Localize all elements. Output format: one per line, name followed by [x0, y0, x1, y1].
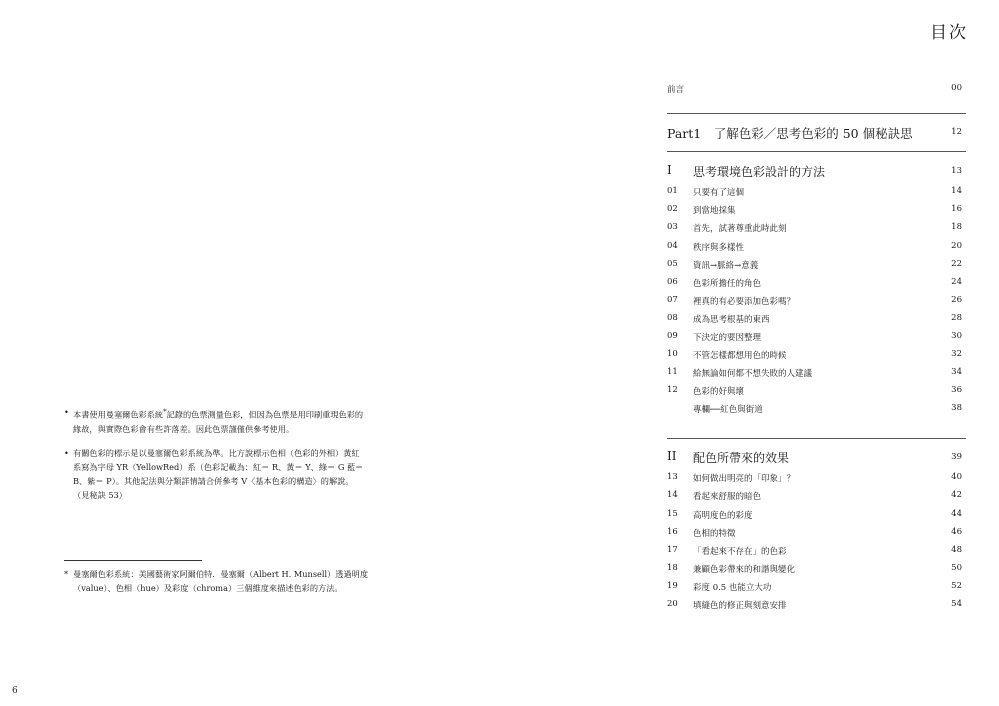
- toc-num: 09: [667, 331, 678, 341]
- toc-num: 07: [667, 295, 678, 305]
- toc-num: 10: [667, 349, 678, 359]
- toc-label: 填縫色的修正與刻意安排: [693, 601, 787, 611]
- toc-page: 39: [951, 452, 962, 462]
- toc-page: 38: [951, 403, 962, 413]
- note-color-system: [64, 405, 364, 436]
- toc-item[interactable]: [667, 385, 964, 399]
- toc-page: 26: [951, 295, 962, 305]
- toc-page: 18: [951, 222, 962, 232]
- toc-page: 32: [951, 349, 962, 359]
- page-title: 目次: [930, 23, 968, 43]
- toc-label: 到當地採集: [693, 206, 736, 216]
- toc-item[interactable]: [667, 490, 964, 504]
- toc-item[interactable]: [667, 527, 964, 541]
- toc-label: 配色所帶來的效果: [693, 451, 790, 465]
- note-text: 有關色彩的標示是以曼塞爾色彩系統為準。比方說標示色相（色彩的外相）黃紅系寫為字母 YR（YellowRed）系（色彩記載為：紅＝ R、黃＝ Y、綠＝ G 藍＝ B、紫＝ P）。其他記法與分類詳情請合併參考 V〈基本色彩的構造〉的解說。（見秘訣 53）: [73, 448, 364, 500]
- toc-item-column[interactable]: [667, 403, 964, 417]
- toc-num: 01: [667, 186, 678, 196]
- toc-label: 秩序與多樣性: [693, 243, 745, 253]
- toc-item[interactable]: [667, 472, 964, 486]
- table-of-contents: [667, 0, 964, 706]
- toc-page: 14: [951, 186, 962, 196]
- toc-item[interactable]: [667, 349, 964, 363]
- toc-page: 20: [951, 241, 962, 251]
- toc-page: 34: [951, 367, 962, 377]
- toc-page: 50: [951, 563, 962, 573]
- toc-page: 13: [951, 166, 962, 176]
- toc-section-num: I: [667, 163, 672, 177]
- toc-num: 11: [667, 367, 678, 377]
- toc-label: 前言: [667, 85, 685, 95]
- toc-item[interactable]: [667, 599, 964, 613]
- toc-label: Part1 了解色彩／思考色彩的 50 個秘訣思: [667, 126, 913, 141]
- note-bullet: •: [64, 407, 69, 417]
- toc-page: 24: [951, 277, 962, 287]
- footnote-text: 曼塞爾色彩系統：美國藝術家阿爾伯特．曼塞爾（Albert H. Munsell）透過明度（value）、色相（hue）及彩度（chroma）三個維度來描述色彩的方法。: [73, 569, 369, 593]
- toc-num: 06: [667, 277, 678, 287]
- toc-item[interactable]: [667, 367, 964, 381]
- divider: [667, 438, 966, 439]
- toc-item[interactable]: [667, 277, 964, 291]
- toc-num: 02: [667, 204, 678, 214]
- toc-num: 13: [667, 472, 678, 482]
- toc-num: 19: [667, 581, 678, 591]
- toc-item[interactable]: [667, 563, 964, 577]
- toc-num: 03: [667, 222, 678, 232]
- toc-label: 首先，試著尊重此時此刻: [693, 224, 787, 234]
- toc-item[interactable]: [667, 581, 964, 595]
- toc-page: 28: [951, 313, 962, 323]
- divider: [667, 113, 966, 114]
- toc-label: 給無論如何都不想失敗的人建議: [693, 369, 813, 379]
- toc-page: 36: [951, 385, 962, 395]
- toc-label: 只要有了這個: [693, 188, 745, 198]
- toc-label: 專欄──紅色與街道: [693, 405, 763, 415]
- toc-label: 彩度 0.5 也能立大功: [693, 583, 772, 593]
- footnote-mark: *: [163, 408, 167, 416]
- footnote: [64, 567, 374, 595]
- toc-label: 裡真的有必要添加色彩嗎？: [693, 297, 796, 307]
- toc-item[interactable]: [667, 241, 964, 255]
- toc-num: 20: [667, 599, 678, 609]
- toc-item[interactable]: [667, 204, 964, 218]
- toc-item[interactable]: [667, 331, 964, 345]
- toc-label: 色相的特徵: [693, 529, 736, 539]
- note-text: 記錄的色票測量色彩，但因為色票是用印刷重現色彩的緣故，與實際色彩會有些許落差。因此色票謹僅供參考使用。: [73, 409, 364, 434]
- toc-item[interactable]: [667, 313, 964, 327]
- toc-num: 14: [667, 490, 678, 500]
- toc-label: 成為思考根基的東西: [693, 315, 770, 325]
- toc-label: 「看起來不存在」的色彩: [693, 547, 787, 557]
- toc-page: 42: [951, 490, 962, 500]
- footnote-bullet: *: [64, 569, 69, 579]
- toc-label: 兼顧色彩帶來的和諧與變化: [693, 565, 796, 575]
- toc-label: 下決定的要因整理: [693, 333, 762, 343]
- toc-label: 思考環境色彩設計的方法: [693, 165, 826, 179]
- toc-item[interactable]: [667, 222, 964, 236]
- toc-label: 不管怎樣都想用色的時候: [693, 351, 787, 361]
- note-text: 本書使用曼塞爾色彩系統: [73, 409, 164, 420]
- toc-num: 08: [667, 313, 678, 323]
- toc-num: 04: [667, 241, 678, 251]
- divider: [667, 151, 966, 152]
- toc-page: 52: [951, 581, 962, 591]
- toc-item[interactable]: [667, 545, 964, 559]
- toc-page: 44: [951, 509, 962, 519]
- page-number: 6: [12, 686, 18, 696]
- toc-item[interactable]: [667, 186, 964, 200]
- toc-label: 色彩的好與壞: [693, 387, 745, 397]
- toc-label: 色彩所擔任的角色: [693, 279, 762, 289]
- note-bullet: •: [64, 448, 69, 458]
- toc-preface[interactable]: [667, 83, 964, 97]
- toc-item[interactable]: [667, 295, 964, 309]
- toc-page: 22: [951, 259, 962, 269]
- toc-num: 16: [667, 527, 678, 537]
- toc-label: 高明度色的彩度: [693, 511, 753, 521]
- toc-page: 12: [951, 127, 962, 137]
- toc-page: 16: [951, 204, 962, 214]
- toc-page: 46: [951, 527, 962, 537]
- toc-num: 05: [667, 259, 678, 269]
- toc-page: 54: [951, 599, 962, 609]
- toc-label: 看起來舒服的暗色: [693, 492, 762, 502]
- toc-page: 40: [951, 472, 962, 482]
- toc-label: 資訊→脈絡→意義: [693, 261, 759, 271]
- toc-section-num: II: [667, 449, 677, 463]
- toc-num: 12: [667, 385, 678, 395]
- toc-num: 15: [667, 509, 678, 519]
- toc-item[interactable]: [667, 509, 964, 523]
- note-color-notation: [64, 446, 364, 502]
- toc-num: 17: [667, 545, 678, 555]
- toc-num: 18: [667, 563, 678, 573]
- toc-item[interactable]: [667, 259, 964, 273]
- toc-page: 30: [951, 331, 962, 341]
- toc-page: 48: [951, 545, 962, 555]
- toc-page: 00: [951, 83, 962, 93]
- toc-label: 如何做出明亮的「印象」？: [693, 474, 796, 484]
- footnote-divider: [64, 560, 202, 561]
